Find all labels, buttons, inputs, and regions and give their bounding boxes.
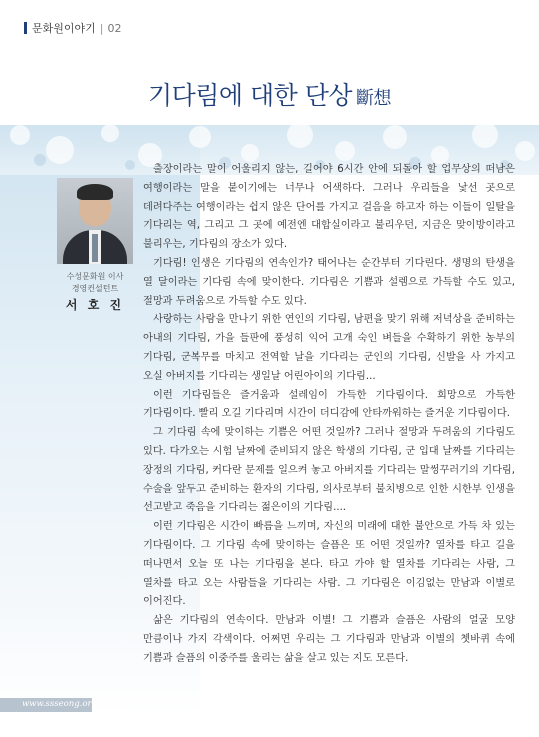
footer-url: www.ssseong.org xyxy=(22,699,97,709)
paragraph: 그 기다림 속에 맞이하는 기쁨은 어떤 것일까? 그러나 절망과 두려움의 기다림도 있다. 다가오는 시험 날짜에 준비되지 않은 학생의 기다림, 군 입대 날짜를 기다리는 장정의 기다림, 커다란 문제를 일으켜 놓고 아버지를 기다리는 말썽꾸러기의 기다림, 수술을 앞두고 준비하는 환자의 기다림, 의사로부터 불치병으로 인한 시한부 인생을 선고받고 죽음을 기다리는 젊은이의 기다림.... xyxy=(143,427,515,514)
paragraph: 사랑하는 사람을 만나기 위한 연인의 기다림, 남편을 맞기 위해 저녁상을 준비하는 아내의 기다림, 가을 들판에 풍성히 익어 고개 숙인 벼들을 수확하기 위한 농부의 기다림, 군복무를 마치고 전역할 날을 기다리는 군인의 기다림, 신발을 사 가지고 오실 아버지를 기다리는 생일날 어린아이의 기다림... xyxy=(143,314,515,382)
photo-tie xyxy=(92,234,98,262)
article-title-text: 기다림에 대한 단상 xyxy=(147,81,353,110)
paragraph: 기다림! 인생은 기다림의 연속인가? 태어나는 순간부터 기다린다. 생명의 탄생을 열 달이라는 기다림 속에 맞이한다. 기다림은 기쁨과 설렘으로 가득할 수도 있고, 절망과 두려움으로 가득할 수도 있다. xyxy=(143,257,515,307)
author-title-line2: 경영컨설턴트 xyxy=(71,284,119,293)
paragraph: 이런 기다림은 시간이 빠름을 느끼며, 자신의 미래에 대한 불안으로 가득 차 있는 기다림이다. 그 기다림 속에 맞이하는 슬픔은 또 어떤 것일까? 열차를 타고 길을 떠나면서 오늘 또 나는 기다림을 본다. 타고 가야 할 열차를 기다리는 사람, 그 열차를 타고 오는 사람들을 기다리는 사람. 그 기다림은 이김없는 만남과 이별로 이어진다. xyxy=(143,521,515,608)
author-name: 서 호 진 xyxy=(65,298,125,312)
page-number: 02 xyxy=(107,21,122,35)
article-body xyxy=(143,161,515,669)
section-header xyxy=(24,20,121,36)
header-separator: | xyxy=(99,21,104,35)
article-title-hanja: 斷想 xyxy=(356,88,392,109)
author-caption xyxy=(30,271,160,295)
footer-url-bar xyxy=(0,698,97,712)
section-name: 문화원이야기 xyxy=(32,22,96,35)
author-photo xyxy=(57,178,133,264)
paragraph: 삶은 기다림의 연속이다. 만남과 이별! 그 기쁨과 슬픔은 사람의 얼굴 모양 만큼이나 가지 각색이다. 어쩌면 우리는 그 기다림과 만남과 이별의 쳇바퀴 속에 기쁨과 슬픔의 이중주를 울리는 삶을 살고 있는 지도 모른다. xyxy=(143,615,515,664)
photo-hair xyxy=(77,184,113,200)
article-title xyxy=(0,76,539,112)
paragraph: 이런 기다림들은 즐거움과 설레임이 가득한 기다림이다. 희망으로 가득한 기다림이다. 빨리 오길 기다리며 시간이 더디감에 안타까워하는 즐거운 기다림이다. xyxy=(143,389,515,420)
header-bar xyxy=(24,22,27,34)
author-title-line1: 수성문화원 이사 xyxy=(66,272,124,281)
paragraph: 출장이라는 말이 어울리지 않는, 길어야 6시간 안에 되돌아 할 업무상의 떠남은 여행이라는 말을 붙이기에는 너무나 어색하다. 그러나 우리들을 낯선 곳으로 데려다주는 여행이라는 쉽지 않은 단어를 가지고 걸음을 하고자 하는 이들이 일탈을 기다리는 역, 그리고 그 곳에 예전엔 대합실이라고 불리우던, 지금은 맞이방이라고 불리우는, 기다림의 장소가 있다. xyxy=(143,164,515,251)
